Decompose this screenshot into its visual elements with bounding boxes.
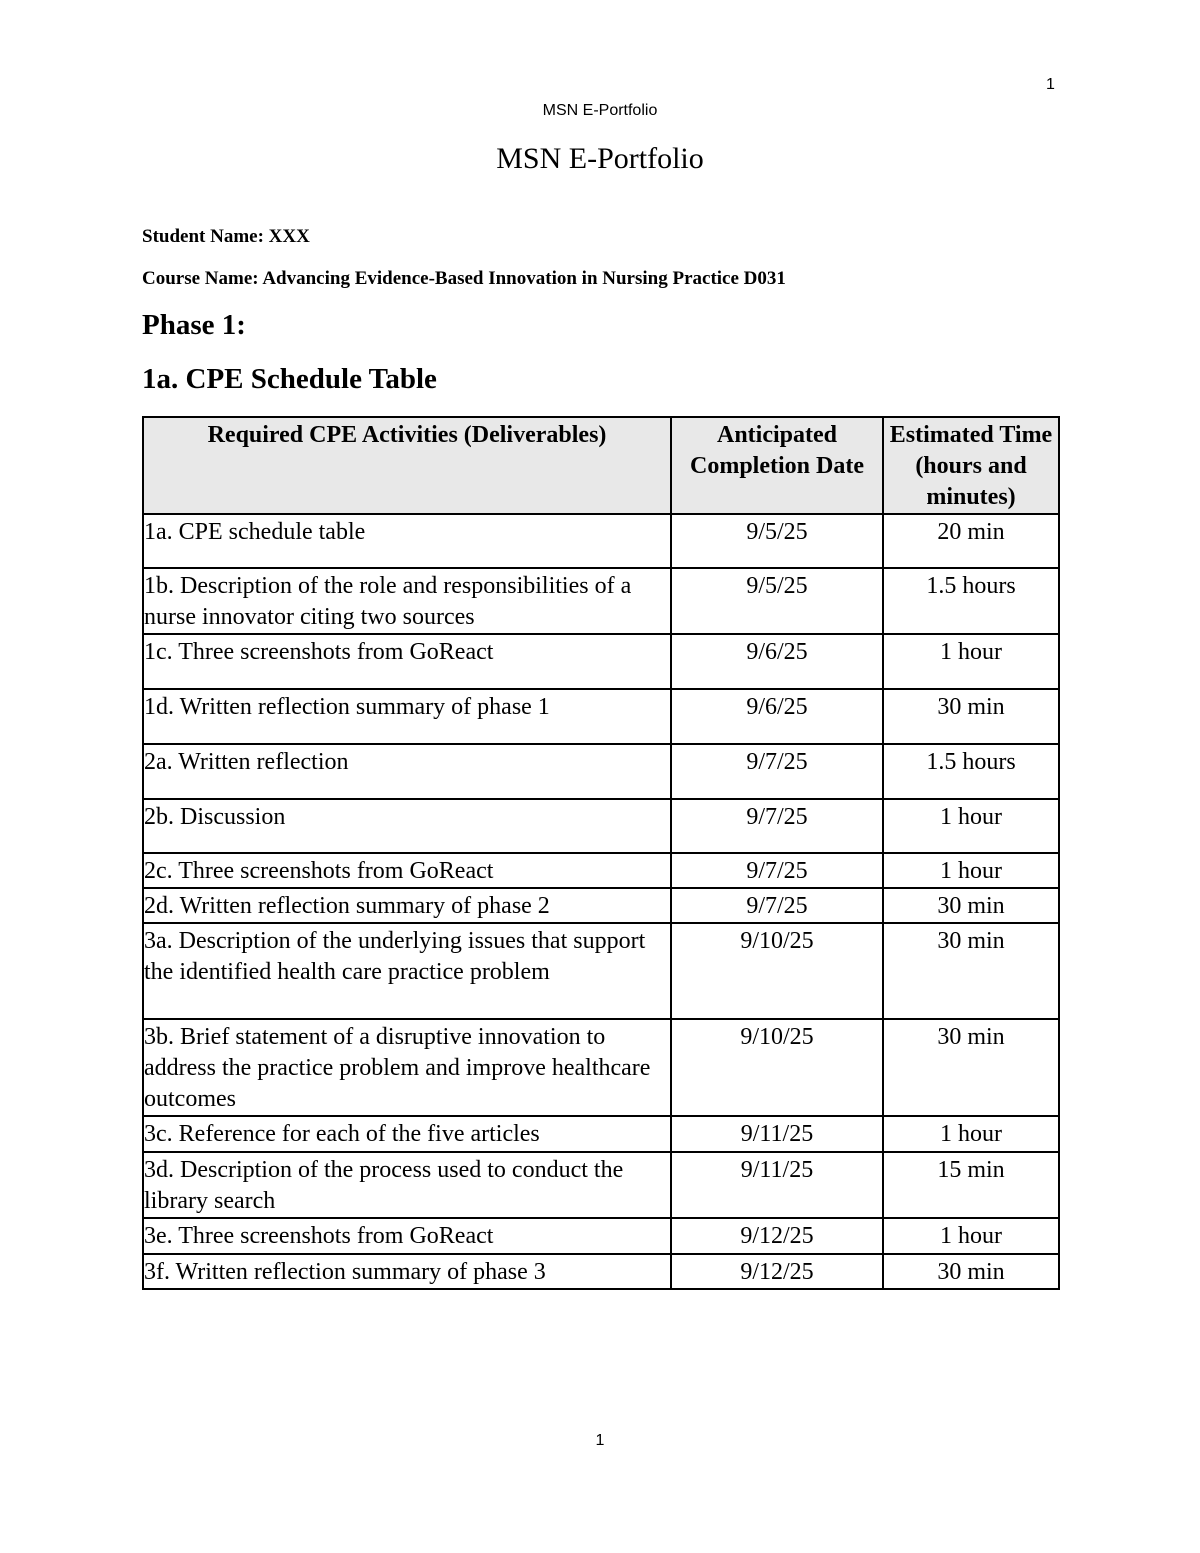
table-heading: 1a. CPE Schedule Table xyxy=(142,363,437,395)
time-cell: 1 hour xyxy=(883,1116,1059,1152)
time-cell: 1.5 hours xyxy=(883,744,1059,799)
date-cell: 9/12/25 xyxy=(671,1218,883,1254)
activity-cell: 1a. CPE schedule table xyxy=(143,514,671,568)
date-cell: 9/5/25 xyxy=(671,568,883,634)
table-header-row xyxy=(143,417,1059,514)
date-cell: 9/7/25 xyxy=(671,853,883,888)
course-name-line xyxy=(142,268,786,290)
activity-cell: 3c. Reference for each of the five articles xyxy=(143,1116,671,1152)
activity-cell: 3b. Brief statement of a disruptive innovation to address the practice problem and improve healthcare outcomes xyxy=(143,1019,671,1116)
table-row xyxy=(143,514,1059,568)
time-cell: 20 min xyxy=(883,514,1059,568)
table-row xyxy=(143,744,1059,799)
date-cell: 9/11/25 xyxy=(671,1152,883,1218)
course-name-value: Advancing Evidence-Based Innovation in Nursing Practice D031 xyxy=(262,268,786,289)
time-cell: 30 min xyxy=(883,689,1059,744)
date-cell: 9/10/25 xyxy=(671,1019,883,1116)
activity-cell: 2d. Written reflection summary of phase 2 xyxy=(143,888,671,923)
table-row xyxy=(143,1254,1059,1289)
activity-cell: 1b. Description of the role and responsibilities of a nurse innovator citing two sources xyxy=(143,568,671,634)
activity-cell: 3f. Written reflection summary of phase 3 xyxy=(143,1254,671,1289)
date-cell: 9/10/25 xyxy=(671,923,883,1019)
date-cell: 9/7/25 xyxy=(671,744,883,799)
phase-heading: Phase 1: xyxy=(142,309,246,341)
time-cell: 1 hour xyxy=(883,853,1059,888)
activity-cell: 1c. Three screenshots from GoReact xyxy=(143,634,671,689)
table-row xyxy=(143,634,1059,689)
table-row xyxy=(143,799,1059,853)
running-header-title: MSN E-Portfolio xyxy=(542,102,658,119)
activity-cell: 2a. Written reflection xyxy=(143,744,671,799)
date-cell: 9/7/25 xyxy=(671,888,883,923)
header-estimated-time: Estimated Time (hours and minutes) xyxy=(883,417,1059,514)
time-cell: 30 min xyxy=(883,888,1059,923)
document-title: MSN E-Portfolio xyxy=(496,142,704,175)
table-row xyxy=(143,1116,1059,1152)
table-row xyxy=(143,568,1059,634)
time-cell: 15 min xyxy=(883,1152,1059,1218)
activity-cell: 2b. Discussion xyxy=(143,799,671,853)
header-activities: Required CPE Activities (Deliverables) xyxy=(143,417,671,514)
footer-page-number: 1 xyxy=(595,1432,605,1449)
date-cell: 9/11/25 xyxy=(671,1116,883,1152)
time-cell: 30 min xyxy=(883,1254,1059,1289)
activity-cell: 3a. Description of the underlying issues that support the identified health care practice problem xyxy=(143,923,671,1019)
activity-cell: 3d. Description of the process used to conduct the library search xyxy=(143,1152,671,1218)
time-cell: 1.5 hours xyxy=(883,568,1059,634)
table-row xyxy=(143,888,1059,923)
activity-cell: 2c. Three screenshots from GoReact xyxy=(143,853,671,888)
time-cell: 1 hour xyxy=(883,799,1059,853)
date-cell: 9/7/25 xyxy=(671,799,883,853)
course-name-label: Course Name: xyxy=(142,268,259,289)
table-row xyxy=(143,923,1059,1019)
time-cell: 1 hour xyxy=(883,1218,1059,1254)
date-cell: 9/6/25 xyxy=(671,634,883,689)
activity-cell: 1d. Written reflection summary of phase 1 xyxy=(143,689,671,744)
time-cell: 30 min xyxy=(883,923,1059,1019)
activity-cell: 3e. Three screenshots from GoReact xyxy=(143,1218,671,1254)
student-name-line xyxy=(142,226,310,248)
table-row xyxy=(143,1152,1059,1218)
time-cell: 1 hour xyxy=(883,634,1059,689)
cpe-schedule-table xyxy=(142,416,1060,1290)
student-name-value: XXX xyxy=(268,226,310,247)
date-cell: 9/5/25 xyxy=(671,514,883,568)
table-row xyxy=(143,1218,1059,1254)
date-cell: 9/12/25 xyxy=(671,1254,883,1289)
student-name-label: Student Name: xyxy=(142,226,264,247)
header-completion-date: Anticipated Completion Date xyxy=(671,417,883,514)
time-cell: 30 min xyxy=(883,1019,1059,1116)
table-row xyxy=(143,1019,1059,1116)
table-row xyxy=(143,853,1059,888)
header-page-number: 1 xyxy=(1046,76,1055,93)
table-row xyxy=(143,689,1059,744)
date-cell: 9/6/25 xyxy=(671,689,883,744)
